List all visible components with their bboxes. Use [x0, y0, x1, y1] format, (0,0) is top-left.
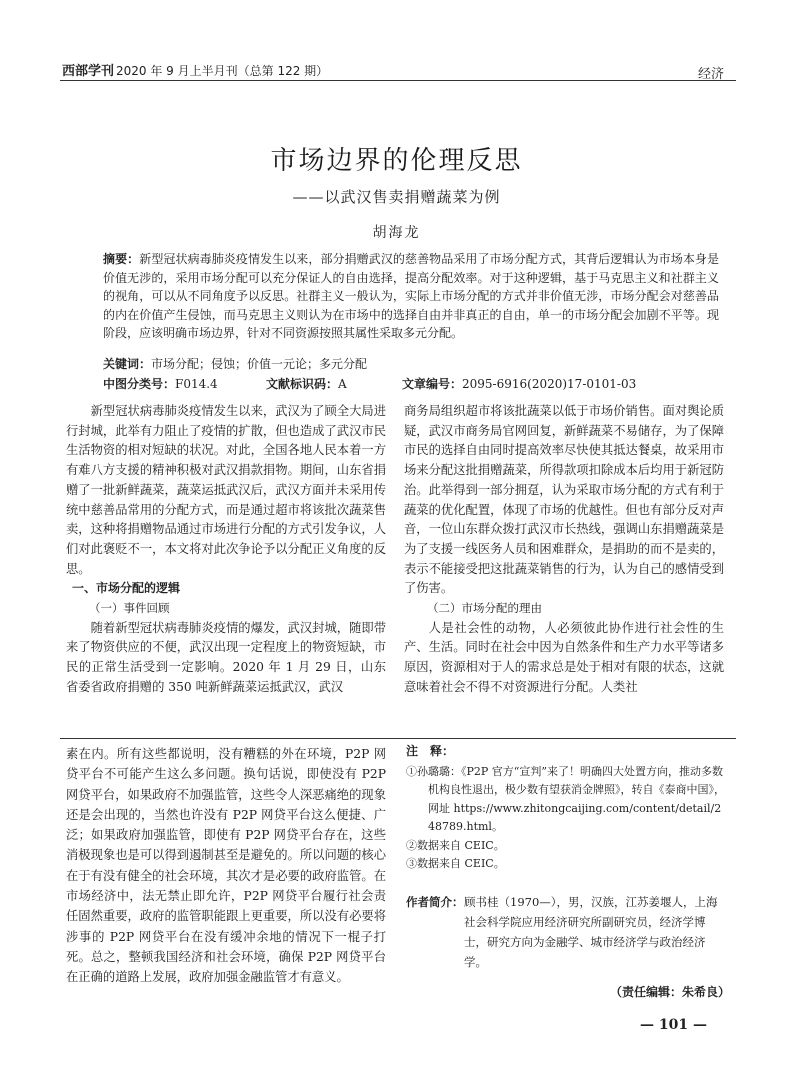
section-heading: 一、市场分配的逻辑 [72, 581, 181, 596]
author-bio [406, 892, 728, 972]
notes [406, 742, 728, 874]
article-number-value: 2095-6916(2020)17-0101-03 [462, 377, 637, 391]
section-divider [60, 738, 736, 739]
notes-heading: 注 释： [406, 744, 455, 758]
paragraph: 随着新型冠状病毒肺炎疫情的爆发，武汉封城，随即带来了物资供应的不便，武汉出现一定程度上的物资短缺，市民的正常生活受到一定影响。2020 年 1 月 29 日，山东省委省政府捐赠的 350 吨新鲜蔬菜运抵武汉，武汉 [66, 620, 386, 694]
abstract-label: 摘要： [103, 252, 140, 266]
paragraph: 人是社会性的动物，人必须彼此协作进行社会性的生产、生活。同时在社会中因为自然条件和生产力水平等诸多原因，资源相对于人的需求总是处于相对有限的状态，这就意味着社会不得不对资源进行分配。人类社 [404, 620, 724, 694]
doc-code [266, 375, 347, 392]
article-author: 胡海龙 [372, 225, 421, 241]
section-label: 经济 [698, 67, 725, 82]
article-number-label: 文章编号： [402, 377, 463, 391]
abstract [103, 250, 719, 343]
note-item: ③数据来自 CEIC。 [406, 857, 505, 870]
clc-label: 中图分类号： [103, 377, 176, 391]
doc-code-value: A [338, 377, 347, 391]
body-right-column [404, 402, 724, 698]
lower-left-column [66, 744, 386, 988]
note-item: ①孙璐璐：《P2P 官方“宣判”来了！明确四大处置方向，推动多数机构良性退出，极少数有望获消金牌照》，转自《泰商中国》，网址 https://www.zhitongcaijing.com/content/detail/248789.html。 [406, 764, 725, 833]
bio-text: 顾书桂（1970—），男，汉族，江苏姜堰人，上海社会科学院应用经济研究所副研究员，经济学博士，研究方向为金融学、城市经济学与政治经济学。 [464, 895, 718, 969]
note-item: ②数据来自 CEIC。 [406, 838, 505, 852]
doc-code-label: 文献标识码： [266, 377, 339, 391]
header-rule [60, 80, 736, 81]
clc-value: F014.4 [175, 377, 218, 391]
article-number [402, 375, 636, 392]
page-number: — 101 — [640, 1017, 707, 1033]
subsection-heading: （一）事件回顾 [89, 601, 170, 616]
paragraph: 新型冠状病毒肺炎疫情发生以来，武汉为了顾全大局进行封城，此举有力阻止了疫情的扩散，但也造成了武汉市民生活物资的相对短缺的状况。对此，全国各地人民本着一方有难八方支援的精神积极对武汉捐款捐物。期间，山东省捐赠了一批新鲜蔬菜，蔬菜运抵武汉后，武汉方面并未采用传统中慈善品常用的分配方式，而是通过超市将该批次蔬菜售卖，这种将捐赠物品通过市场进行分配的方式引发争议，人们对此褒贬不一，本文将对此次争论予以分配正义角度的反思。 [66, 404, 386, 576]
journal-name: 西部学刊 [62, 64, 115, 79]
bio-label: 作者简介： [406, 895, 464, 909]
body-left-column [66, 402, 386, 698]
clc-code [103, 375, 218, 392]
paragraph: 商务局组织超市将该批蔬菜以低于市场价销售。面对舆论质疑，武汉市商务局官网回复，新鲜蔬菜不易储存，为了保障市民的选择自由同时提高效率尽快使其抵达餐桌，故采用市场来分配这批捐赠蔬菜，所得款项扣除成本后均用于新冠防治。此举得到一部分拥趸，认为采取市场分配的方式有利于蔬菜的优化配置，体现了市场的优越性。但也有部分反对声音，一位山东群众拨打武汉市长热线，强调山东捐赠蔬菜是为了支援一线医务人员和困难群众，是捐助的而不是卖的，表示不能接受把这批蔬菜销售的行为，认为自己的感情受到了伤害。 [404, 404, 724, 596]
keywords-label: 关键词： [103, 357, 152, 371]
responsible-editor: （责任编辑：朱希良） [609, 985, 730, 999]
keywords-text: 市场分配；侵蚀；价值一元论；多元分配 [151, 357, 368, 371]
keywords [103, 355, 367, 372]
article-subtitle: ——以武汉售卖捐赠蔬菜为例 [292, 188, 501, 206]
article-title: 市场边界的伦理反思 [270, 146, 523, 176]
paragraph: 素在内。所有这些都说明，没有糟糕的外在环境，P2P 网贷平台不可能产生这么多问题。换句话说，即使没有 P2P 网贷平台，如果政府不加强监管，这些令人深恶痛绝的现象还是会出现的，当然也许没有 P2P 网贷平台这么便捷、广泛；如果政府加强监管，即使有 P2P 网贷平台存在，这些消极现象也是可以得到遏制甚至是避免的。所以问题的核心在于有没有健全的社会环境，其次才是必要的政府监管。在市场经济中，法无禁止即允许，P2P 网贷平台履行社会责任固然重要，政府的监管职能跟上更重要，所以没有必要将涉事的 P2P 网贷平台在没有缓冲余地的情况下一棍子打死。总之，整顿我国经济和社会环境，确保 P2P 网贷平台在正确的道路上发展，政府加强金融监管才有意义。 [66, 747, 386, 985]
abstract-text: 新型冠状病毒肺炎疫情发生以来，部分捐赠武汉的慈善物品采用了市场分配方式，其背后逻辑认为市场本身是价值无涉的，采用市场分配可以充分保证人的自由选择，提高分配效率。对于这种逻辑，基于马克思主义和社群主义的视角，可以从不同角度予以反思。社群主义一般认为，实际上市场分配的方式并非价值无涉，市场分配会对慈善品的内在价值产生侵蚀，而马克思主义则认为在市场中的选择自由并非真正的自由，单一的市场分配会加剧不平等。现阶段，应该明确市场边界，针对不同资源按照其属性采取多元分配。 [103, 252, 719, 341]
issue-info: 2020 年 9 月上半月刊（总第 122 期） [116, 64, 329, 78]
subsection-heading: （二）市场分配的理由 [427, 601, 542, 616]
journal-header [62, 60, 328, 79]
